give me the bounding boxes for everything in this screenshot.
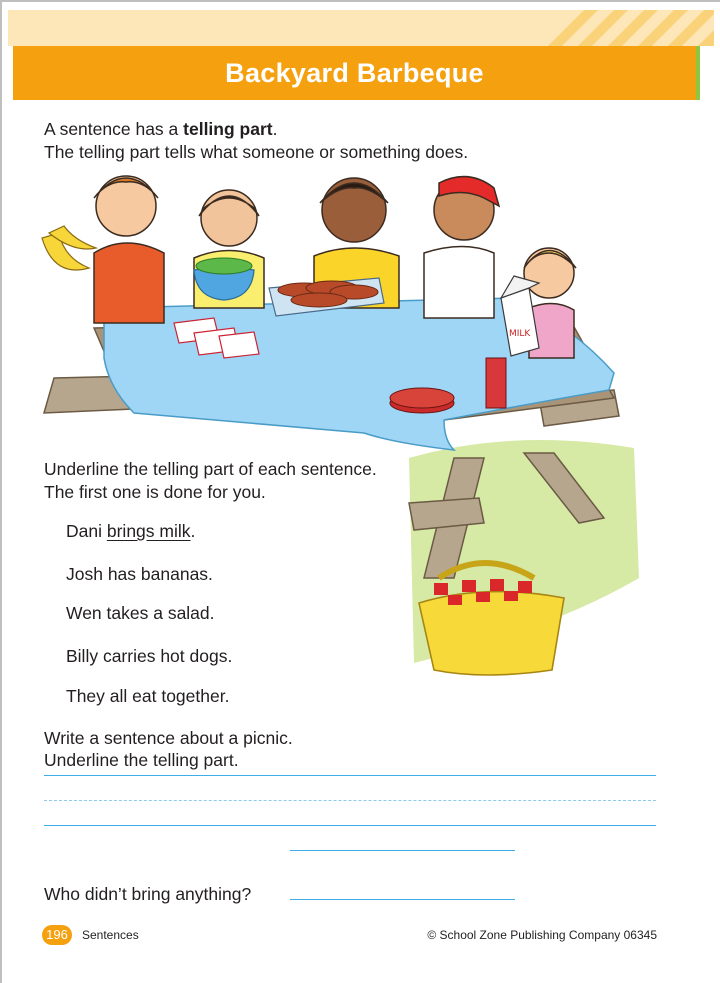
page-number-badge: 196 [42, 925, 72, 945]
question-text: Who didn’t bring anything? [44, 884, 252, 904]
footer-section: Sentences [82, 928, 139, 942]
intro-bold-term: telling part [183, 119, 273, 139]
writing-prompt-line-2: Underline the telling part. [44, 750, 239, 770]
underlined-telling-part: brings milk [106, 521, 191, 541]
intro-line-1: A sentence has a telling part. [44, 119, 278, 139]
example-sentence-2: Josh has bananas. [66, 564, 213, 584]
example-sentence-1: Dani brings milk. [66, 521, 196, 541]
answer-line[interactable] [290, 899, 515, 900]
milk-carton-label: MILK [509, 329, 531, 339]
intro-line-2: The telling part tells what someone or something does. [44, 142, 469, 162]
instruction-line-1: Underline the telling part of each sentence. [44, 459, 377, 479]
title-edge-accent [696, 46, 700, 100]
footer-copyright: © School Zone Publishing Company 06345 [427, 928, 657, 942]
header-stripes [8, 10, 714, 46]
example-sentence-4: Billy carries hot dogs. [66, 646, 233, 666]
example-sentence-5: They all eat together. [66, 686, 230, 706]
writing-line-base[interactable] [44, 825, 656, 826]
writing-prompt-line-1: Write a sentence about a picnic. [44, 728, 293, 748]
title-band [13, 46, 696, 100]
picnic-illustration [14, 158, 644, 678]
writing-line-top[interactable] [44, 775, 656, 776]
writing-line-midline [44, 800, 656, 801]
answer-line-top[interactable] [290, 850, 515, 851]
instruction-line-2: The first one is done for you. [44, 482, 266, 502]
page-title: Backyard Barbeque [225, 57, 484, 88]
example-sentence-3: Wen takes a salad. [66, 603, 215, 623]
